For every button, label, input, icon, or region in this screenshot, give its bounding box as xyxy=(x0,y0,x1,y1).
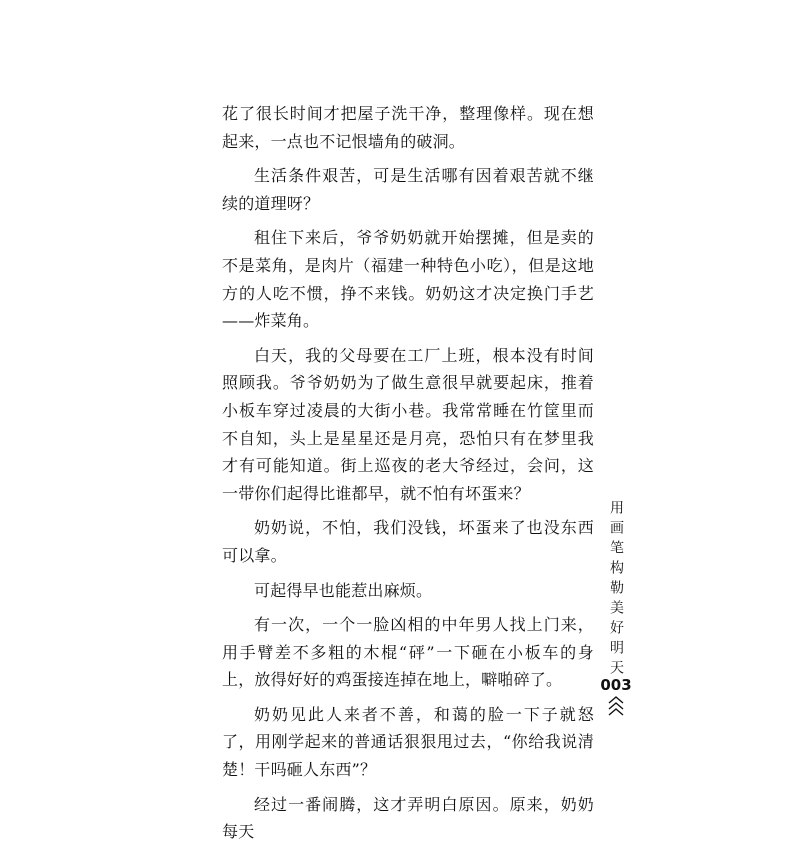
triple-chevron-icon xyxy=(607,694,625,718)
body-text xyxy=(222,100,594,853)
paragraph: 花了很长时间才把屋子洗干净，整理像样。现在想起来，一点也不记恨墙角的破洞。 xyxy=(222,104,594,151)
book-title: 用画笔构勒美好明天 xyxy=(608,500,624,680)
paragraph: 白天，我的父母要在工厂上班，根本没有时间照顾我。爷爷奶奶为了做生意很早就要起床，推着小板车穿过凌晨的大街小巷。我常常睡在竹筐里而不自知，头上是星星还是月亮，恐怕只有在梦里我才有可能知道。街上巡夜的老大爷经过，会问，这一带你们起得比谁都早，就不怕有坏蛋来？ xyxy=(222,345,594,503)
paragraph: 生活条件艰苦，可是生活哪有因着艰苦就不继续的道理呀？ xyxy=(222,166,594,213)
paragraph: 奶奶见此人来者不善，和蔼的脸一下子就怒了，用刚学起来的普通话狠狠甩过去，“你给我说清楚！干吗砸人东西”？ xyxy=(222,704,594,780)
paragraph: 有一次，一个一脸凶相的中年男人找上门来，用手臂差不多粗的木棍“砰”一下砸在小板车的身上，放得好好的鸡蛋接连掉在地上，噼啪碎了。 xyxy=(222,615,594,690)
paragraph: 奶奶说，不怕，我们没钱，坏蛋来了也没东西可以拿。 xyxy=(222,518,594,565)
paragraph: 可起得早也能惹出麻烦。 xyxy=(254,580,433,600)
page-number: 003 xyxy=(600,676,632,694)
paragraph: 租住下来后，爷爷奶奶就开始摆摊，但是卖的不是菜角，是肉片（福建一种特色小吃），但是这地方的人吃不惯，挣不来钱。奶奶这才决定换门手艺——炸菜角。 xyxy=(222,228,594,331)
paragraph: 经过一番闹腾，这才弄明白原因。原来，奶奶每天 xyxy=(222,794,594,842)
